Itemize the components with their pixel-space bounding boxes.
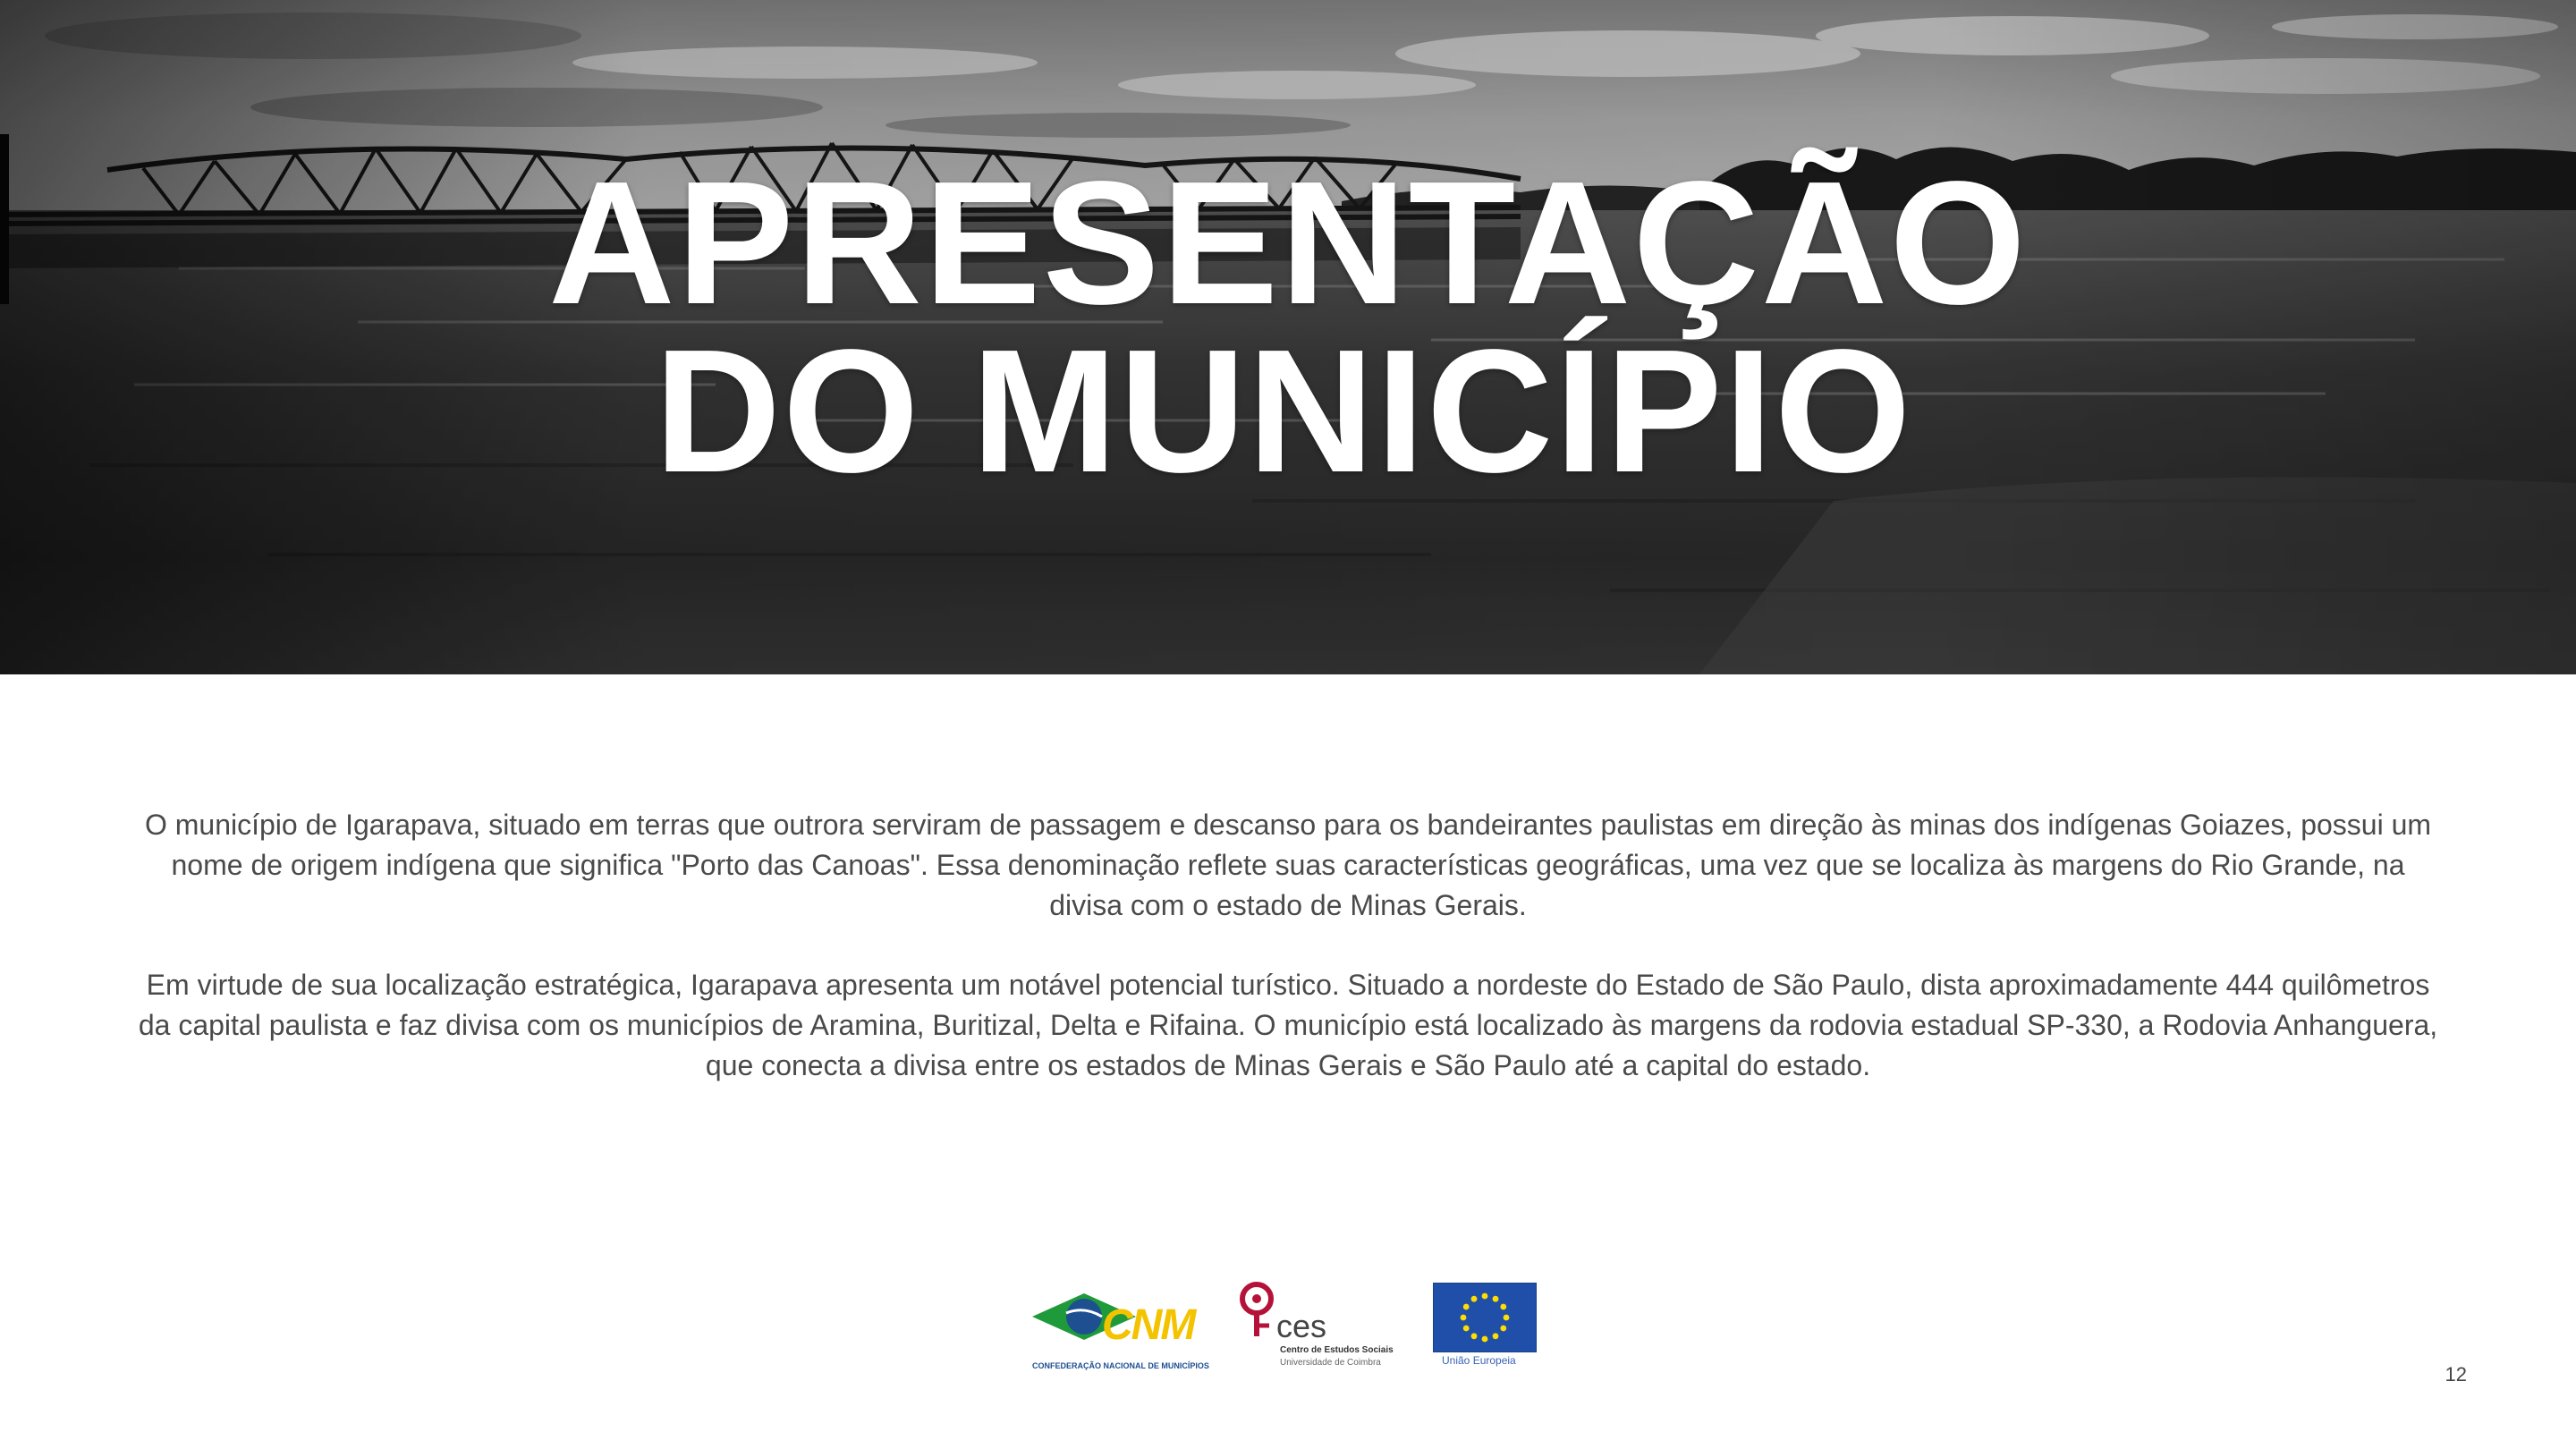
page-title-line-2: DO MUNICÍPIO — [654, 313, 1913, 509]
paragraph-history: O município de Igarapava, situado em terras que outrora serviram de passagem e descanso para os bandeirantes paulistas em direção às minas dos indígenas Goiazes, possui um nome de origem indígena que significa "Porto das Canoas". Essa denominação reflete suas características geográficas, uma vez que se localiza às margens do Rio Grande, na divisa com o estado de Minas Gerais. — [144, 809, 2432, 921]
eu-flag-icon — [1433, 1283, 1537, 1352]
paragraph-location: Em virtude de sua localização estratégica, Igarapava apresenta um notável potencial turístico. Situado a nordeste do Estado de São Paulo, dista aproximadamente 444 quilômetros da capital paulista e faz divisa com os municípios de Aramina, Buritizal, Delta e Rifaina. O município está localizado às margens da rodovia estadual SP-330, a Rodovia Anhanguera, que conecta a divisa entre os estados de Minas Gerais e São Paulo até a capital do estado. — [138, 969, 2438, 1081]
page-number: 12 — [2445, 1363, 2467, 1385]
ces-logo — [1237, 1281, 1398, 1370]
page-title-line-1: APRESENTAÇÃO — [548, 145, 2028, 341]
ces-emblem-icon — [1237, 1281, 1282, 1343]
eu-caption: União Europeia — [1442, 1354, 1516, 1367]
cnm-logo — [1030, 1290, 1209, 1370]
ces-caption-university: Universidade de Coimbra — [1280, 1358, 1381, 1368]
partner-logos — [0, 1281, 2576, 1370]
cnm-caption: CONFEDERAÇÃO NACIONAL DE MUNICÍPIOS — [1032, 1361, 1209, 1370]
ces-caption-name: Centro de Estudos Sociais — [1280, 1345, 1394, 1355]
eu-logo — [1433, 1283, 1537, 1368]
body-text — [134, 805, 2442, 1086]
hero-banner — [0, 0, 2576, 674]
ces-wordmark: ces — [1276, 1308, 1327, 1344]
page-title — [0, 145, 2576, 509]
cnm-wordmark: CNM — [1102, 1301, 1195, 1349]
